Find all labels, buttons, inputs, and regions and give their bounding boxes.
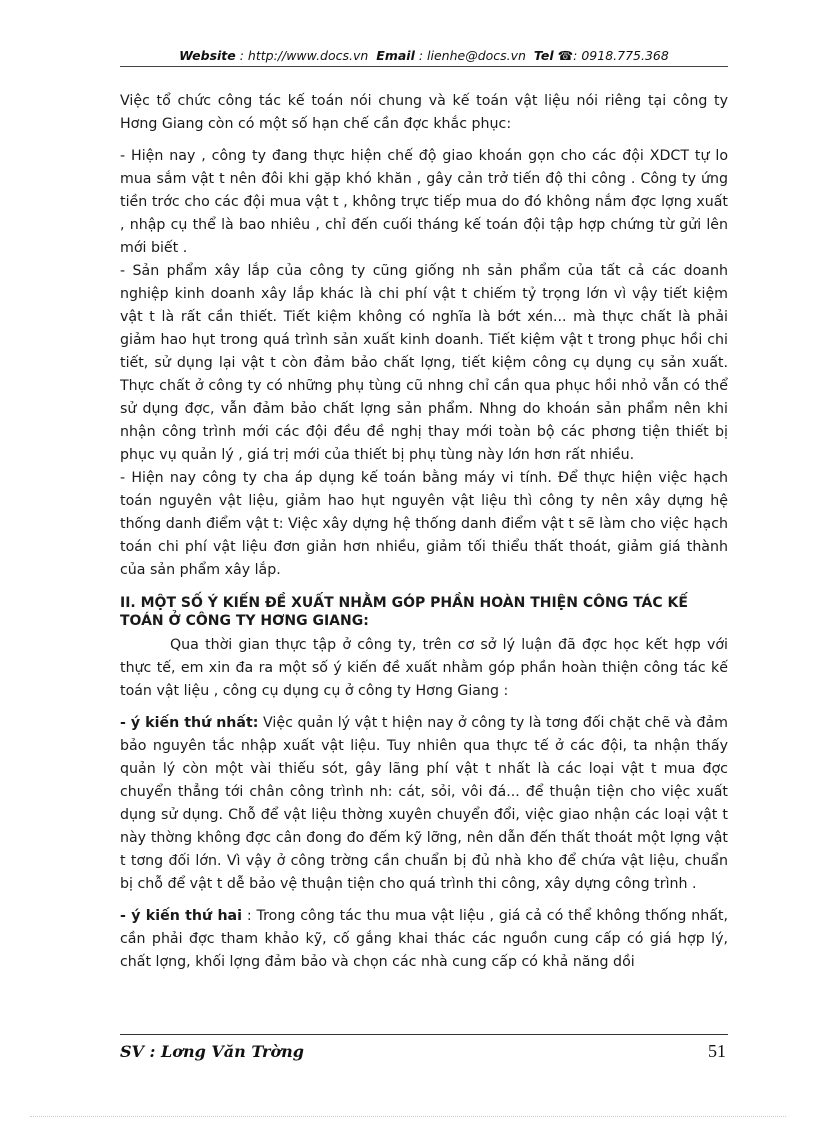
opinion-one-label: - ý kiến thứ nhất: — [120, 715, 259, 731]
paragraph-item: - Hiện nay , công ty đang thực hiện chế độ giao khoán gọn cho các đội XDCT tự lo mua sắm vật t nên đôi khi gặp khó khăn , gây cản trở tiến độ thi công . Công ty ứng tiền trớc cho các đội mua vật t , không trực tiếp mua do đó không nắm đợc lợng xuất , nhập cụ thể là bao nhiêu , chỉ đến cuối tháng kế toán đội tập hợp chứng từ gửi lên mới biết . — [120, 148, 728, 256]
tel-value: ☎: 0918.775.368 — [557, 48, 669, 63]
email-label: Email — [376, 48, 415, 63]
section-heading: II. MỘT SỐ Ý KIẾN ĐỀ XUẤT NHẰM GÓP PHẦN HOÀN THIỆN CÔNG TÁC KẾ TOÁN Ở CÔNG TY HƠNG GIANG: — [120, 595, 688, 629]
opinion-one-text: Việc quản lý vật t hiện nay ở công ty là tơng đối chặt chẽ và đảm bảo nguyên tắc nhập xuất vật liệu. Tuy nhiên qua thực tế ở các đội, ta nhận thấy quản lý còn một vài thiếu sót, gây lãng phí vật t nhất là các loại vật t mua đợc chuyển thẳng tới chân công trình nh: cát, sỏi, vôi đá... để thuận tiện cho việc xuất dụng sử dụng. Chỗ để vật liệu thờng xuyên chuyển đổi, việc giao nhận các loại vật t này thờng không đợc cân đong đo đếm kỹ lỡng, nên dẫn đến thất thoát một lợng vật t tơng đối lớn. Vì vậy ở công trờng cần chuẩn bị đủ nhà kho để chứa vật liệu, chuẩn bị chỗ để vật t dễ bảo vệ thuận tiện cho quá trình thi công, xây dựng công trình . — [120, 715, 728, 892]
page-edge-dots — [30, 1116, 786, 1117]
paragraph-item: - Sản phẩm xây lắp của công ty cũng giống nh sản phẩm của tất cả các doanh nghiệp kinh doanh xây lắp khác là chi phí vật t chiếm tỷ trọng lớn vì vậy tiết kiệm vật t là rất cần thiết. Tiết kiệm không có nghĩa là bớt xén... mà thực chất là phải giảm hao hụt trong quá trình sản xuất kinh doanh. Tiết kiệm vật t trong phục hồi chi tiết, sử dụng lại vật t còn đảm bảo chất lợng, tiết kiệm công cụ dụng cụ sản xuất. Thực chất ở công ty có những phụ tùng cũ nhng chỉ cần qua phục hồi nhỏ vẫn có thể sử dụng đợc, vẫn đảm bảo chất lợng sản phẩm. Nhng do khoán sản phẩm nên khi nhận công trình mới các đội đều đề nghị thay mới toàn bộ các phơng tiện thiết bị phục vụ quản lý , giá trị mới của thiết bị phụ tùng này lớn hơn rất nhiều. — [120, 263, 728, 463]
opinion-two-label: - ý kiến thứ hai — [120, 908, 242, 924]
section-intro: Qua thời gian thực tập ở công ty, trên cơ sở lý luận đã đợc học kết hợp với thực tế, em xin đa ra một số ý kiến đề xuất nhằm góp phần hoàn thiện công tác kế toán vật liệu , công cụ dụng cụ ở công ty Hơng Giang : — [120, 637, 728, 699]
opinion-one — [120, 712, 728, 896]
website-label: Website — [179, 48, 236, 63]
opinion-two — [120, 905, 728, 974]
tel-label: Tel — [533, 48, 554, 63]
footer-author: SV : Lơng Văn Trờng — [120, 1042, 304, 1061]
email-value: : lienhe@docs.vn — [418, 48, 526, 63]
paragraph-item: - Hiện nay công ty cha áp dụng kế toán bằng máy vi tính. Để thực hiện việc hạch toán nguyên vật liệu, giảm hao hụt nguyên vật liệu thì công ty nên xây dựng hệ thống danh điểm vật t: Việc xây dựng hệ thống danh điểm vật t sẽ làm cho việc hạch toán chi phí vật liệu đơn giản hơn nhiều, giảm tối thiểu thất thoát, giảm giá thành của sản phẩm xây lắp. — [120, 470, 728, 578]
paragraph-intro: Việc tổ chức công tác kế toán nói chung và kế toán vật liệu nói riêng tại công ty Hơng Giang còn có một số hạn chế cần đợc khắc phục: — [120, 93, 728, 132]
opinion-two-text: : Trong công tác thu mua vật liệu , giá cả có thể không thống nhất, cần phải đợc tham khảo kỹ, cố gắng khai thác các nguồn cung cấp có giá hợp lý, chất lợng, khối lợng đảm bảo và chọn các nhà cung cấp có khả năng dồi — [120, 908, 728, 970]
document-body — [120, 90, 728, 974]
page-header — [120, 48, 728, 63]
footer-divider — [120, 1034, 728, 1035]
header-divider — [120, 66, 728, 67]
page-number: 51 — [708, 1041, 726, 1061]
website-value: : http://www.docs.vn — [239, 48, 369, 63]
